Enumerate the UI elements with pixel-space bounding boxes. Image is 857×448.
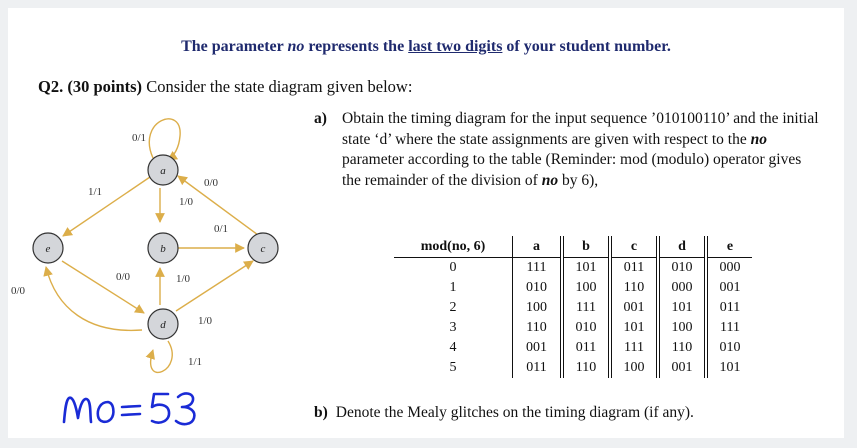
state-e-label: e — [45, 243, 51, 255]
table-cell: 011 — [610, 258, 658, 279]
table-header-cell: a — [513, 236, 563, 258]
edge-label-b-to-c: 0/1 — [214, 223, 229, 235]
state-d-label: d — [160, 319, 166, 331]
table-cell: 000 — [719, 260, 741, 275]
table-cell: 011 — [562, 338, 610, 358]
table-row — [394, 278, 752, 298]
edge-label-d-to-b: 1/0 — [176, 273, 191, 285]
question-text: Consider the state diagram given below: — [142, 77, 413, 96]
table-cell: 2 — [394, 298, 513, 318]
table-cell: 5 — [394, 358, 513, 378]
table-cell: 100 — [610, 358, 658, 378]
edge-label-c-to-a: 0/0 — [204, 177, 219, 189]
table-cell: 100 — [562, 278, 610, 298]
table-cell: 001 — [610, 298, 658, 318]
edge-label-e-to-d: 0/0 — [116, 271, 131, 283]
table-cell: 1 — [394, 278, 513, 298]
part-a-param-2: no — [541, 171, 559, 189]
part-b-label: b) — [314, 404, 328, 421]
table-row — [394, 258, 752, 279]
table-header-cell: b — [562, 236, 610, 258]
table-cell: 110 — [658, 338, 706, 358]
table-cell: 001 — [658, 358, 706, 378]
table-cell: 011 — [513, 358, 563, 378]
table-cell: 0 — [394, 258, 513, 279]
table-row — [394, 298, 752, 318]
state-a-label: a — [160, 165, 166, 177]
table-row — [394, 358, 752, 378]
table-cell: 110 — [610, 278, 658, 298]
header-middle: represents the — [304, 38, 409, 55]
part-a-label: a) — [314, 110, 327, 127]
header-prefix: The parameter — [181, 38, 288, 55]
table-row — [394, 338, 752, 358]
table-cell: 111 — [720, 320, 740, 335]
table-row — [394, 318, 752, 338]
table-cell: 100 — [658, 318, 706, 338]
part-a-text-3: by 6), — [558, 171, 599, 189]
table-cell: 4 — [394, 338, 513, 358]
table-cell: 100 — [513, 298, 563, 318]
edge-a-self — [149, 119, 180, 160]
table-cell: 001 — [719, 280, 741, 295]
document-page — [8, 8, 844, 438]
edge-label-a-self: 0/1 — [132, 132, 147, 144]
table-cell: 110 — [562, 358, 610, 378]
table-header-cell: e — [706, 236, 752, 258]
table-cell: 010 — [719, 340, 741, 355]
part-a — [314, 109, 824, 191]
part-a-param: no — [750, 130, 767, 148]
question-label: Q2. (30 points) — [38, 77, 143, 96]
table-cell: 101 — [719, 360, 741, 375]
table-header-row — [394, 236, 752, 258]
table-cell: 000 — [658, 278, 706, 298]
edge-e-to-d — [62, 261, 144, 313]
table-cell: 111 — [513, 258, 563, 279]
table-cell: 010 — [513, 278, 563, 298]
state-b-label: b — [160, 243, 166, 255]
edge-a-to-e — [63, 177, 150, 236]
header-param: no — [287, 38, 305, 55]
table-cell: 011 — [719, 300, 741, 315]
question-title — [38, 77, 412, 97]
table-cell: 101 — [562, 258, 610, 279]
edge-label-a-to-b: 1/0 — [179, 196, 194, 208]
table-header-cell: c — [610, 236, 658, 258]
edge-label-d-self: 1/1 — [188, 356, 203, 368]
part-b-text: Denote the Mealy glitches on the timing diagram (if any). — [335, 404, 694, 421]
header-suffix: of your student number. — [502, 38, 671, 55]
state-c-label: c — [260, 243, 266, 255]
part-a-text — [342, 109, 824, 191]
part-b — [314, 404, 694, 422]
table-cell: 3 — [394, 318, 513, 338]
table-cell: 110 — [513, 318, 563, 338]
table-header-cell: mod(no, 6) — [394, 236, 513, 258]
edge-d-to-c — [176, 261, 253, 311]
part-a-text-2: parameter according to the table (Reminder: mod (modulo) operator gives the remainder of the division of — [342, 151, 802, 189]
table-cell: 101 — [658, 298, 706, 318]
edge-label-a-to-e: 1/1 — [88, 186, 103, 198]
table-cell: 010 — [658, 258, 706, 279]
table-header-cell: d — [658, 236, 706, 258]
edge-label-d-to-c: 1/0 — [198, 315, 213, 327]
state-assignment-table — [394, 236, 752, 378]
table-cell: 111 — [562, 298, 610, 318]
handwritten-no-value — [60, 388, 210, 432]
table-cell: 111 — [610, 338, 658, 358]
header-link: last two digits — [408, 38, 503, 55]
part-a-text-1: Obtain the timing diagram for the input sequence ’010100110’ and the initial state ‘d’ where the state assignments are given with respect to the — [342, 110, 819, 148]
table-cell: 001 — [513, 338, 563, 358]
table-cell: 010 — [562, 318, 610, 338]
table-cell: 101 — [610, 318, 658, 338]
header-note — [8, 38, 844, 56]
edge-d-self — [151, 341, 173, 372]
edge-label-d-to-e: 0/0 — [11, 285, 26, 297]
